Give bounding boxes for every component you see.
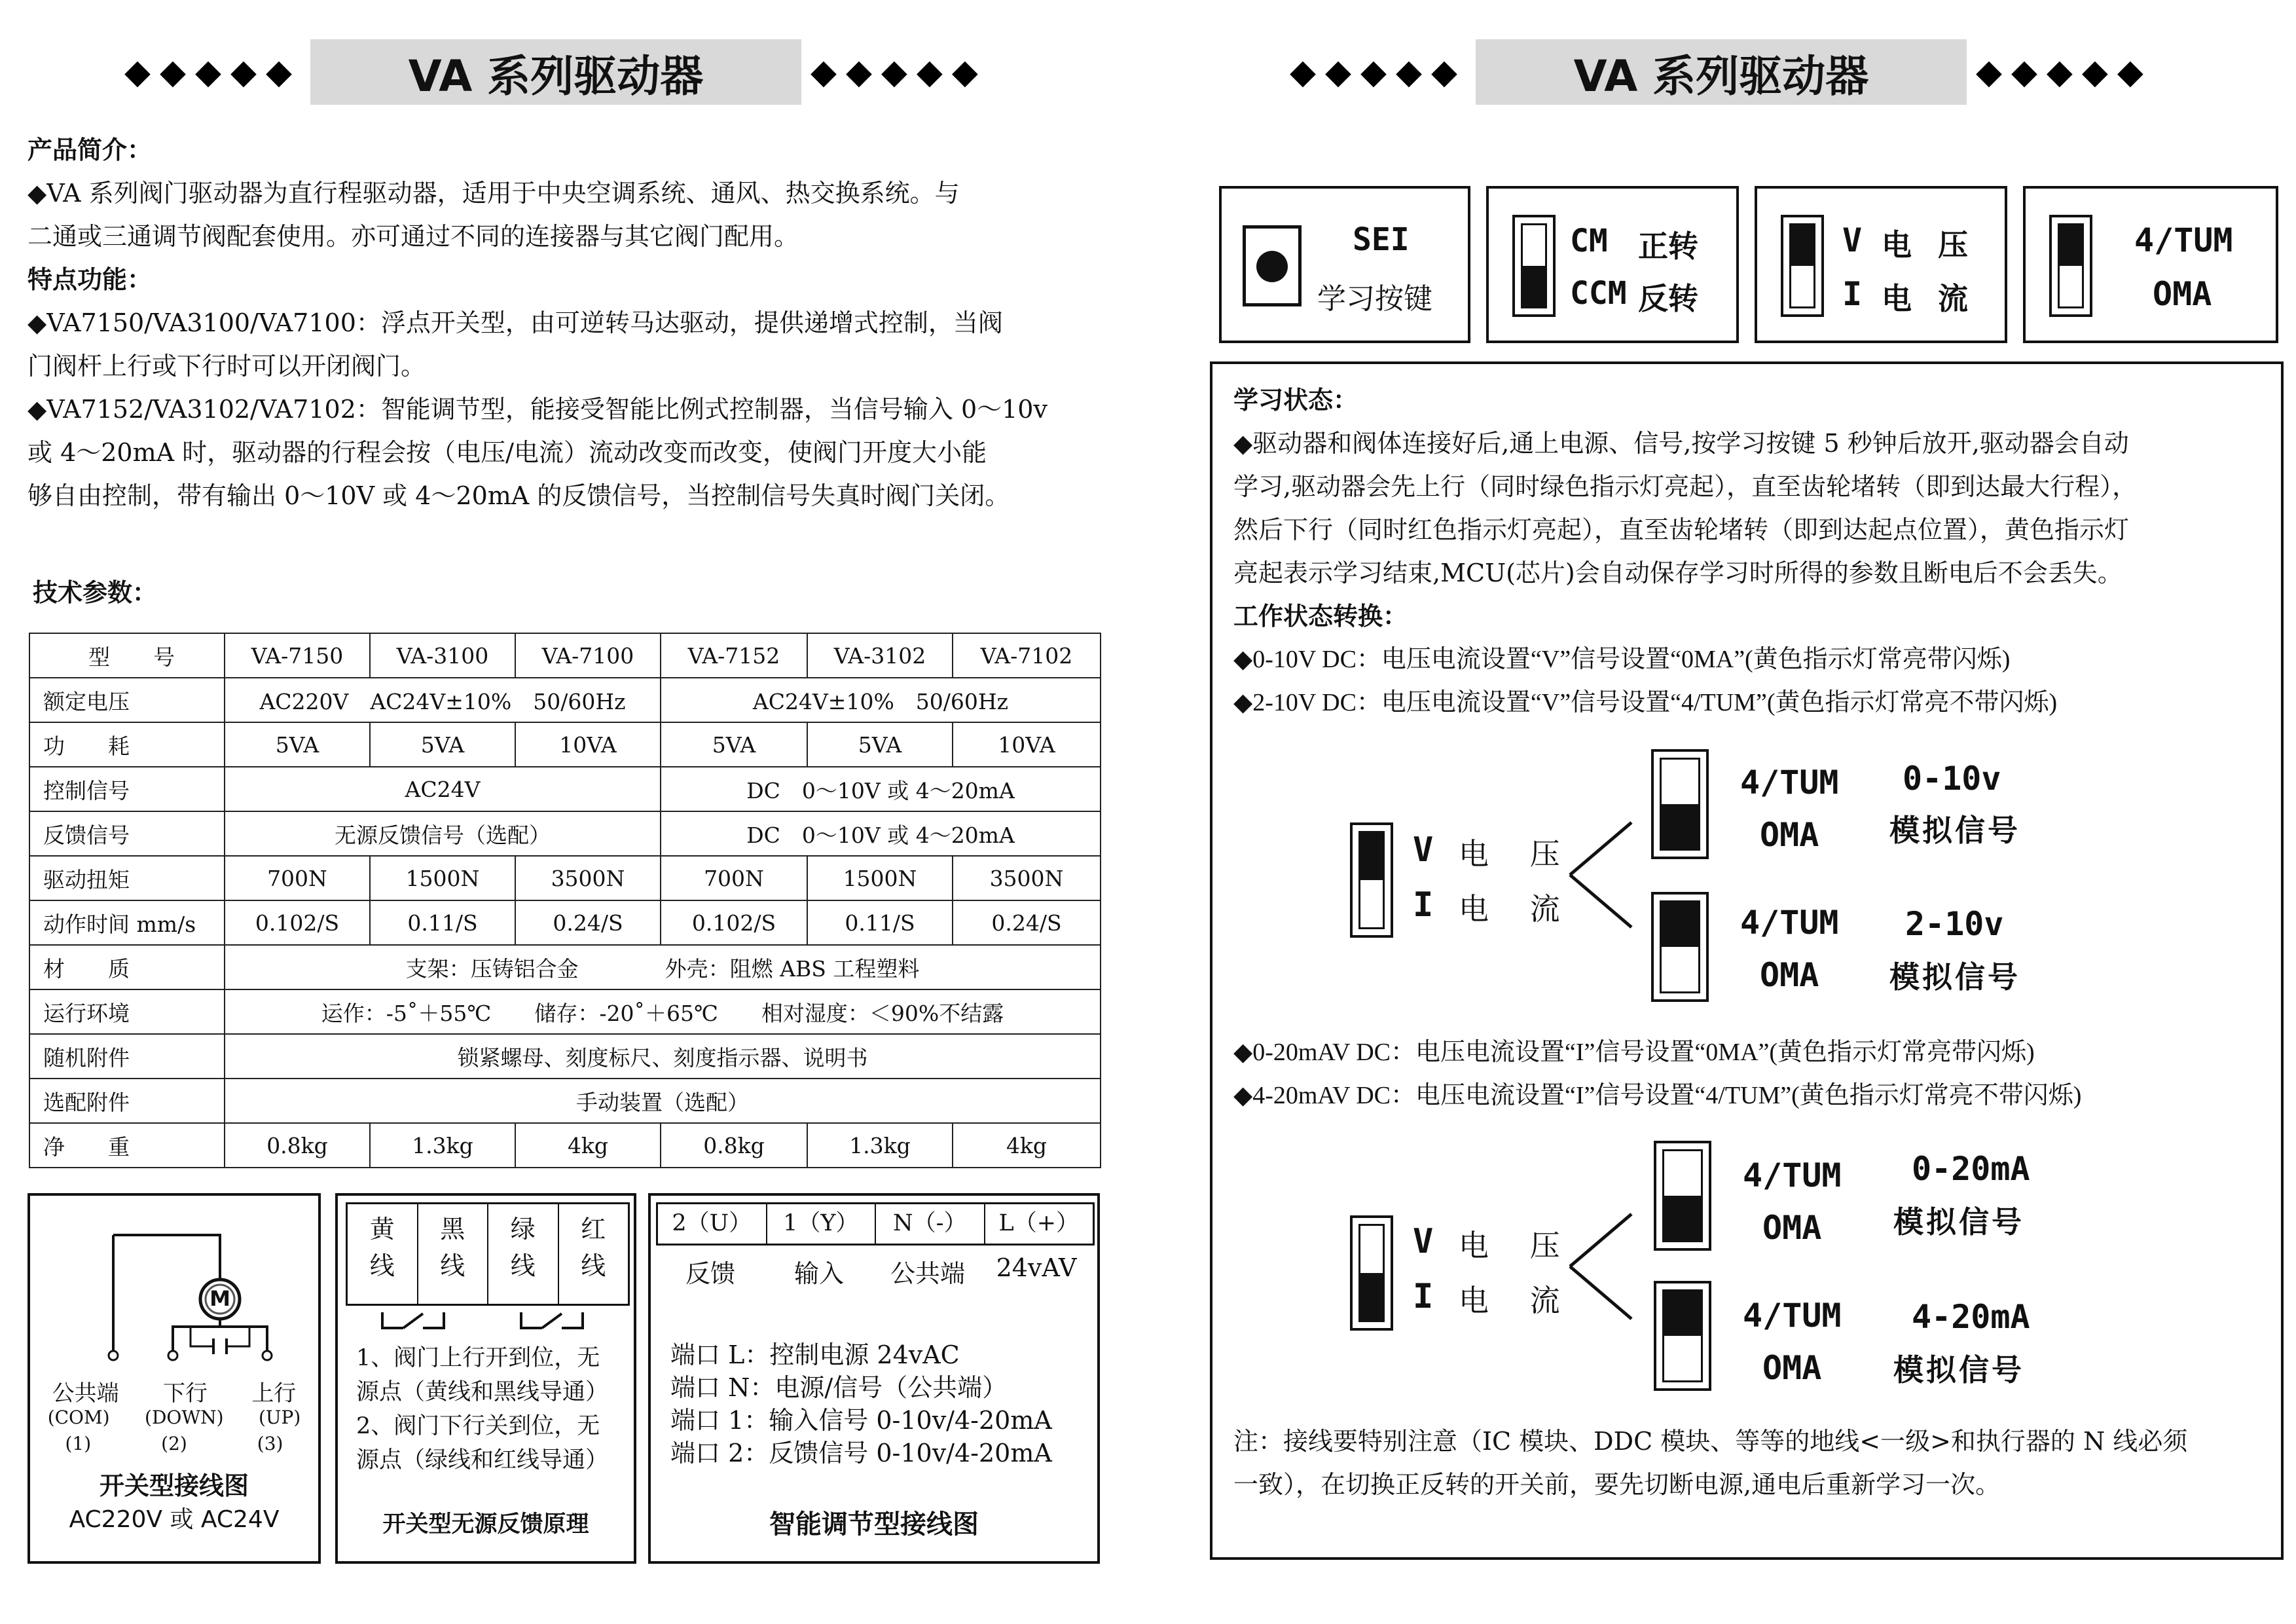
ccm-label: CCM: [1570, 275, 1627, 312]
signal-switch-tum: [1654, 1281, 1711, 1391]
note-text: [1233, 1420, 2281, 1506]
text-line: 亮起表示学习结束,MCU(芯片)会自动保存学习时所得的参数且断电后不会丢失。: [1233, 559, 2123, 587]
table-cell: 4kg: [515, 1123, 661, 1168]
diag1-i: I: [1413, 885, 1434, 925]
button-dot-icon: [1256, 251, 1288, 282]
diag1-v: V: [1413, 830, 1434, 870]
direction-switch-box: [1486, 186, 1739, 343]
features-heading: 特点功能：: [27, 265, 153, 294]
table-cell: 5VA: [370, 722, 515, 767]
page-title: VA 系列驱动器: [1476, 39, 1967, 105]
note-line: 1、阀门上行开到位，无: [356, 1345, 600, 1371]
wire-color-grid: [346, 1202, 630, 1306]
row-label: 控制信号: [29, 767, 225, 811]
diag2-v-cn: 电 压: [1459, 1228, 1576, 1263]
table-cell: 1.3kg: [370, 1123, 515, 1168]
note-line: 源点（黄线和黑线导通）: [356, 1379, 609, 1405]
diamond-icons: ◆◆◆◆◆: [1975, 52, 2153, 92]
switch-wiring-voltage: AC220V 或 AC24V: [69, 1506, 280, 1533]
table-cell: 运作：-5˚＋55℃ 储存：-20˚＋65℃ 相对湿度：＜90%不结露: [225, 989, 1101, 1034]
learn-label: 学习按键: [1317, 282, 1432, 316]
row-label: 动作时间 mm/s: [29, 900, 225, 945]
sei-label: SEI: [1353, 221, 1410, 258]
diag1-analog-top: 模拟信号: [1889, 813, 2020, 848]
port-name: 输入: [793, 1259, 844, 1288]
terminal-label: 下行: [162, 1380, 208, 1407]
table-cell: DC 0～10V 或 4～20mA: [661, 811, 1101, 856]
table-cell: 700N: [661, 856, 807, 900]
table-cell: 10VA: [515, 722, 661, 767]
table-cell: 0.102/S: [225, 900, 370, 945]
cm-cn-label: 正转: [1638, 229, 1698, 264]
signal-switch[interactable]: [2049, 215, 2092, 317]
table-cell: 0.11/S: [807, 900, 953, 945]
diag2-v: V: [1413, 1222, 1434, 1261]
branch-arrow-icon: [1566, 1168, 1645, 1365]
wire-red: [559, 1204, 629, 1304]
intro-section: [27, 128, 1108, 517]
direction-switch[interactable]: [1512, 215, 1556, 317]
table-cell: 0.24/S: [515, 900, 661, 945]
table-cell: 5VA: [661, 722, 807, 767]
table-row: [29, 1079, 1101, 1123]
terminal-label: 上行: [251, 1380, 297, 1407]
table-cell: VA-7152: [661, 633, 807, 678]
terminal-code: (COM): [47, 1407, 110, 1428]
table-cell: DC 0～10V 或 4～20mA: [661, 767, 1101, 811]
table-row: [29, 811, 1101, 856]
wire-char: 线: [581, 1251, 606, 1280]
table-cell: 锁紧螺母、刻度标尺、刻度指示器、说明书: [225, 1034, 1101, 1079]
branch-arrow-icon: [1566, 777, 1645, 973]
intro-line: ◆VA 系列阀门驱动器为直行程驱动器，适用于中央空调系统、通风、热交换系统。与: [27, 179, 960, 208]
row-label: 净 重: [29, 1123, 225, 1168]
vi-switch-current: [1350, 1215, 1393, 1331]
table-row: [29, 1123, 1101, 1168]
wire-yellow: [348, 1204, 418, 1304]
table-cell: VA-7102: [953, 633, 1101, 678]
wire-char: 黄: [369, 1215, 395, 1244]
row-label: 材 质: [29, 945, 225, 989]
v-cn-label: 电 压: [1882, 227, 1977, 263]
wire-char: 线: [440, 1251, 465, 1280]
table-cell: 1500N: [370, 856, 515, 900]
feedback-principle-panel: [335, 1193, 636, 1564]
table-row: [29, 1034, 1101, 1079]
terminal-codes: [30, 1407, 318, 1428]
port-cell: N（-）: [876, 1204, 985, 1244]
table-cell: AC24V±10% 50/60Hz: [661, 678, 1101, 722]
table-row: [29, 722, 1101, 767]
diag2-analog-bottom: 模拟信号: [1893, 1352, 2024, 1388]
switch-wiring-panel: [27, 1193, 321, 1564]
note-line: 端口 N：电源/信号（公共端）: [670, 1373, 1008, 1402]
diag1-oma-top: OMA: [1760, 816, 1819, 854]
table-cell: 1500N: [807, 856, 953, 900]
wire-green: [488, 1204, 559, 1304]
table-row: [29, 678, 1101, 722]
terminal-number: (1): [65, 1433, 92, 1454]
diamond-icons: ◆◆◆◆◆: [1290, 52, 1467, 92]
diag2-analog-top: 模拟信号: [1893, 1204, 2024, 1240]
row-label: 驱动扭矩: [29, 856, 225, 900]
wire-char: 绿: [510, 1215, 536, 1244]
terminal-number: (3): [257, 1433, 283, 1454]
wire-char: 线: [369, 1251, 395, 1280]
smart-wiring-caption: 智能调节型接线图: [769, 1509, 979, 1540]
table-cell: 0.24/S: [953, 900, 1101, 945]
left-banner: [124, 39, 987, 105]
table-cell: 0.11/S: [370, 900, 515, 945]
table-cell: 0.8kg: [225, 1123, 370, 1168]
port-grid: [656, 1202, 1095, 1246]
terminal-numbers: [30, 1433, 318, 1454]
table-row: [29, 767, 1101, 811]
table-cell: 0.8kg: [661, 1123, 807, 1168]
terminal-labels: [30, 1375, 318, 1407]
row-label: 功 耗: [29, 722, 225, 767]
diag1-tum-bottom: 4/TUM: [1740, 904, 1839, 942]
learn-text: [1233, 422, 2281, 595]
text-line: ◆驱动器和阀体连接好后,通上电源、信号,按学习按键 5 秒钟后放开,驱动器会自动: [1233, 429, 2129, 458]
port-cell: L（+）: [998, 1210, 1080, 1236]
table-cell: 0.102/S: [661, 900, 807, 945]
table-cell: 手动装置（选配）: [225, 1079, 1101, 1123]
port-name: 反馈: [685, 1259, 735, 1288]
row-label: 型 号: [29, 633, 225, 678]
note-line: 源点（绿线和红线导通）: [356, 1447, 609, 1473]
table-row: [29, 633, 1101, 678]
text-line: 一致），在切换正反转的开关前，要先切断电源,通电后重新学习一次。: [1233, 1470, 2001, 1499]
table-cell: 700N: [225, 856, 370, 900]
right-banner: [1290, 39, 2153, 105]
contact-bracket-icon: [338, 1304, 639, 1344]
feedback-notes: [356, 1341, 608, 1477]
features-line: 够自由控制，带有输出 0～10V 或 4～20mA 的反馈信号，当控制信号失真时阀门关闭。: [27, 481, 1010, 510]
table-cell: VA-7100: [515, 633, 661, 678]
i-label: I: [1842, 275, 1863, 313]
diag1-tum-top: 4/TUM: [1740, 764, 1839, 802]
terminal-code: (UP): [258, 1407, 301, 1428]
signal-switch-tum: [1651, 892, 1709, 1002]
diamond-icons: ◆◆◆◆◆: [124, 52, 301, 92]
table-cell: 10VA: [953, 722, 1101, 767]
learn-button-box: [1219, 186, 1470, 343]
wire-char: 线: [510, 1251, 536, 1280]
port-names: [656, 1253, 1091, 1289]
spec-table: [29, 633, 1101, 1168]
current-mode-text: [1233, 1031, 2281, 1117]
i-cn-label: 电 流: [1882, 281, 1977, 316]
diag2-tum-bottom: 4/TUM: [1743, 1297, 1842, 1335]
smart-wiring-panel: [648, 1193, 1100, 1564]
vi-switch-box: [1755, 186, 2007, 343]
features-line: 门阀杆上行或下行时可以开闭阀门。: [27, 352, 426, 380]
diag2-oma-bottom: OMA: [1762, 1349, 1822, 1387]
wire-black: [418, 1204, 489, 1304]
text-line: 注：接线要特别注意（IC 模块、DDC 模块、等等的地线<一级>和执行器的 N 线必须: [1233, 1427, 2188, 1456]
note-line: 2、阀门下行关到位，无: [356, 1413, 600, 1439]
table-row: [29, 856, 1101, 900]
learn-button[interactable]: [1243, 225, 1302, 306]
oma-label: OMA: [2153, 275, 2212, 313]
tech-heading: 技术参数：: [33, 578, 158, 607]
diag2-i: I: [1413, 1277, 1434, 1316]
instruction-panel: [1210, 361, 2284, 1560]
v-label: V: [1842, 221, 1863, 259]
port-notes: [670, 1338, 1052, 1469]
text-line: ◆0-20mAV DC：电压电流设置“I”信号设置“0MA”(黄色指示灯常亮带闪烁): [1233, 1039, 2035, 1066]
voltage-mode-text: [1233, 638, 2281, 724]
note-line: 端口 1：输入信号 0-10v/4-20mA: [670, 1406, 1052, 1435]
signal-switch-oma: [1651, 749, 1709, 859]
diag2-oma-top: OMA: [1762, 1209, 1822, 1247]
table-cell: AC220V AC24V±10% 50/60Hz: [225, 678, 661, 722]
port-name: 公共端: [890, 1259, 965, 1288]
note-line: 端口 L：控制电源 24vAC: [670, 1340, 960, 1369]
table-cell: 5VA: [807, 722, 953, 767]
row-label: 选配附件: [29, 1079, 225, 1123]
terminal-code: (DOWN): [145, 1407, 224, 1428]
ccm-cn-label: 反转: [1638, 281, 1698, 316]
table-cell: 5VA: [225, 722, 370, 767]
diag1-oma-bottom: OMA: [1760, 956, 1819, 994]
text-line: ◆0-10V DC：电压电流设置“V”信号设置“0MA”(黄色指示灯常亮带闪烁): [1233, 646, 2011, 673]
table-row: [29, 945, 1101, 989]
features-line: ◆VA7150/VA3100/VA7100：浮点开关型，由可逆转马达驱动，提供递增式控制，当阀: [27, 308, 1003, 337]
table-cell: AC24V: [225, 767, 661, 811]
intro-line: 二通或三通调节阀配套使用。亦可通过不同的连接器与其它阀门配用。: [27, 222, 799, 251]
motor-wiring-diagram: [30, 1196, 318, 1392]
port-cell: 2（U）: [658, 1204, 767, 1244]
table-cell: 1.3kg: [807, 1123, 953, 1168]
diag1-range-0-10v: 0-10v: [1903, 760, 2001, 798]
motor-icon: M: [210, 1286, 230, 1311]
wire-char: 红: [581, 1215, 606, 1244]
port-cell: 1（Y）: [767, 1204, 877, 1244]
features-line: ◆VA7152/VA3102/VA7102：智能调节型，能接受智能比例式控制器，当信号输入 0～10v: [27, 395, 1048, 424]
diag2-range-0-20ma: 0-20mA: [1912, 1150, 2030, 1188]
learn-heading: 学习状态：: [1233, 386, 1358, 415]
table-cell: 3500N: [953, 856, 1101, 900]
table-cell: VA-7150: [225, 633, 370, 678]
text-line: 然后下行（同时红色指示灯亮起），直至齿轮堵转（即到达起点位置），黄色指示灯: [1233, 515, 2130, 544]
vi-switch-voltage: [1350, 822, 1393, 938]
page-title: VA 系列驱动器: [310, 39, 801, 105]
diag1-analog-bottom: 模拟信号: [1889, 959, 2020, 995]
row-label: 额定电压: [29, 678, 225, 722]
table-row: [29, 989, 1101, 1034]
table-cell: 无源反馈信号（选配）: [225, 811, 661, 856]
terminal-label: 公共端: [52, 1380, 119, 1407]
wire-char: 黑: [440, 1215, 465, 1244]
tum-label: 4/TUM: [2134, 221, 2233, 259]
table-cell: 4kg: [953, 1123, 1101, 1168]
signal-switch-box: [2023, 186, 2278, 343]
terminal-number: (2): [161, 1433, 187, 1454]
diag1-v-cn: 电 压: [1459, 836, 1576, 872]
port-name: 24vAV: [996, 1253, 1077, 1282]
diag1-range-2-10v: 2-10v: [1905, 905, 2004, 943]
signal-switch-oma: [1654, 1141, 1711, 1251]
table-cell: VA-3100: [370, 633, 515, 678]
table-cell: VA-3102: [807, 633, 953, 678]
text-line: 学习,驱动器会先上行（同时绿色指示灯亮起），直至齿轮堵转（即到达最大行程），: [1233, 472, 2138, 501]
table-row: [29, 900, 1101, 945]
table-cell: 3500N: [515, 856, 661, 900]
diag2-i-cn: 电 流: [1459, 1283, 1576, 1318]
row-label: 运行环境: [29, 989, 225, 1034]
switch-wiring-caption: 开关型接线图: [99, 1471, 249, 1500]
intro-heading: 产品简介：: [27, 136, 153, 164]
row-label: 反馈信号: [29, 811, 225, 856]
text-line: ◆2-10V DC：电压电流设置“V”信号设置“4/TUM”(黄色指示灯常亮不带闪烁): [1233, 689, 2058, 716]
text-line: ◆4-20mAV DC：电压电流设置“I”信号设置“4/TUM”(黄色指示灯常亮不带闪烁): [1233, 1082, 2082, 1109]
feedback-caption: 开关型无源反馈原理: [382, 1511, 589, 1538]
cm-label: CM: [1570, 223, 1608, 259]
row-label: 随机附件: [29, 1034, 225, 1079]
table-cell: 支架：压铸铝合金 外壳：阻燃 ABS 工程塑料: [225, 945, 1101, 989]
diag2-tum-top: 4/TUM: [1743, 1156, 1842, 1194]
features-line: 或 4～20mA 时，驱动器的行程会按（电压/电流）流动改变而改变，使阀门开度大小能: [27, 438, 987, 467]
diag1-i-cn: 电 流: [1459, 891, 1576, 927]
work-heading: 工作状态转换：: [1233, 602, 1408, 631]
diamond-icons: ◆◆◆◆◆: [810, 52, 987, 92]
note-line: 端口 2：反馈信号 0-10v/4-20mA: [670, 1439, 1052, 1467]
vi-switch[interactable]: [1781, 215, 1824, 317]
diag2-range-4-20ma: 4-20mA: [1912, 1298, 2030, 1336]
